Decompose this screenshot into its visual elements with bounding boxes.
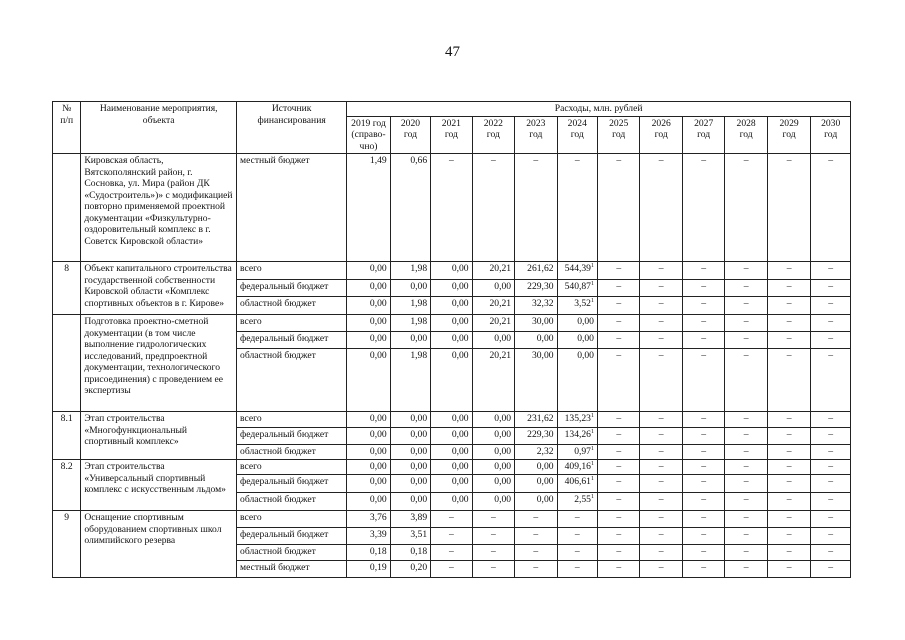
amount-cell: 0,00 — [431, 332, 472, 349]
amount-cell: 0,66 — [390, 154, 430, 262]
amount-cell: – — [597, 428, 639, 445]
amount-cell: – — [811, 460, 851, 475]
header-year: 2019 год (справо- чно) — [347, 116, 390, 154]
amount-cell: – — [640, 460, 682, 475]
amount-cell: – — [725, 511, 767, 528]
header-year: 2021 год — [431, 116, 472, 154]
amount-cell: – — [682, 332, 724, 349]
amount-value: 3,52 — [574, 298, 591, 309]
row-number — [53, 154, 81, 262]
row-number: 8.2 — [53, 460, 81, 511]
amount-cell: – — [682, 511, 724, 528]
row-number — [53, 315, 81, 412]
amount-cell: – — [682, 262, 724, 280]
amount-cell — [557, 315, 597, 332]
amount-cell: – — [640, 445, 682, 460]
amount-cell — [557, 475, 597, 493]
amount-cell: 0,00 — [347, 280, 390, 297]
amount-cell: – — [767, 315, 810, 332]
amount-cell: 0,00 — [472, 412, 514, 428]
amount-cell: – — [515, 511, 557, 528]
amount-cell: – — [811, 349, 851, 412]
amount-cell: – — [725, 315, 767, 332]
amount-cell: 231,62 — [515, 412, 557, 428]
amount-cell: – — [682, 297, 724, 315]
funding-source: областной бюджет — [237, 545, 347, 561]
amount-cell: – — [767, 460, 810, 475]
amount-cell: 3,51 — [390, 528, 430, 545]
amount-cell: – — [472, 154, 514, 262]
amount-cell: – — [725, 460, 767, 475]
amount-cell: 0,00 — [431, 445, 472, 460]
amount-cell: 1,49 — [347, 154, 390, 262]
header-year: 2022 год — [472, 116, 514, 154]
amount-cell: 1,98 — [390, 297, 430, 315]
amount-cell — [557, 280, 597, 297]
amount-value: – — [574, 546, 580, 557]
amount-cell: – — [811, 332, 851, 349]
amount-cell: – — [767, 528, 810, 545]
amount-cell: – — [682, 493, 724, 511]
amount-cell: 20,21 — [472, 297, 514, 315]
amount-cell: – — [725, 475, 767, 493]
amount-cell: – — [472, 561, 514, 578]
amount-value: – — [574, 512, 580, 523]
amount-cell: 1,98 — [390, 349, 430, 412]
amount-cell: – — [767, 262, 810, 280]
amount-cell: – — [725, 545, 767, 561]
amount-value: 406,61 — [564, 476, 591, 487]
amount-cell: 0,00 — [347, 332, 390, 349]
footnote-mark: 1 — [590, 262, 594, 269]
amount-cell: – — [811, 412, 851, 428]
header-year: 2027 год — [682, 116, 724, 154]
amount-cell: 0,00 — [431, 315, 472, 332]
amount-cell: – — [682, 561, 724, 578]
amount-cell — [557, 154, 597, 262]
amount-value: – — [574, 529, 580, 540]
amount-cell: – — [640, 262, 682, 280]
event-name: Этап строительства «Универсальный спортивный комплекс с искусственным льдом» — [81, 460, 237, 511]
amount-cell: – — [725, 528, 767, 545]
amount-cell: – — [515, 154, 557, 262]
footnote-mark: 1 — [590, 428, 594, 435]
funding-source: всего — [237, 315, 347, 332]
footnote-mark: 1 — [590, 280, 594, 287]
amount-cell: – — [640, 561, 682, 578]
amount-cell: – — [640, 528, 682, 545]
header-source: Источник финансирования — [237, 102, 347, 154]
amount-cell: – — [431, 528, 472, 545]
amount-cell: – — [682, 428, 724, 445]
amount-cell: – — [811, 545, 851, 561]
budget-table — [52, 101, 851, 578]
amount-cell: – — [682, 280, 724, 297]
table-row — [53, 315, 851, 332]
amount-cell: – — [640, 332, 682, 349]
amount-cell: 0,00 — [390, 475, 430, 493]
header-year: 2025 год — [597, 116, 639, 154]
amount-cell: – — [431, 561, 472, 578]
amount-cell: – — [640, 154, 682, 262]
amount-cell: – — [431, 511, 472, 528]
amount-cell: – — [682, 460, 724, 475]
amount-cell: 3,89 — [390, 511, 430, 528]
event-name: Кировская область, Вятскополянский район, г. Сосновка, ул. Мира (район ДК «Судостроитель»)» с модификацией повторно применяемой проектной документации «Физкультурно-оздоровительный комплекс в г. Советск Кировской области» — [81, 154, 237, 262]
amount-cell: – — [682, 545, 724, 561]
amount-cell: – — [597, 349, 639, 412]
amount-cell: 3,39 — [347, 528, 390, 545]
amount-cell: – — [767, 545, 810, 561]
table-row — [53, 511, 851, 528]
amount-cell: – — [597, 545, 639, 561]
amount-cell: 261,62 — [515, 262, 557, 280]
amount-cell: – — [640, 545, 682, 561]
amount-cell: – — [811, 511, 851, 528]
amount-cell: 0,00 — [431, 428, 472, 445]
amount-value: – — [574, 155, 580, 166]
amount-cell: – — [640, 511, 682, 528]
amount-cell: 0,00 — [431, 349, 472, 412]
amount-value: 0,00 — [577, 316, 594, 327]
header-expenses: Расходы, млн. рублей — [347, 102, 851, 117]
amount-cell: 0,00 — [472, 332, 514, 349]
amount-cell: 30,00 — [515, 315, 557, 332]
amount-cell: 30,00 — [515, 349, 557, 412]
amount-cell: – — [811, 475, 851, 493]
amount-cell: 0,00 — [390, 280, 430, 297]
amount-cell: – — [682, 475, 724, 493]
amount-cell: 0,20 — [390, 561, 430, 578]
amount-cell: – — [725, 493, 767, 511]
amount-cell: 20,21 — [472, 262, 514, 280]
amount-cell: – — [640, 428, 682, 445]
table-row — [53, 154, 851, 262]
amount-cell — [557, 349, 597, 412]
amount-cell: 0,00 — [347, 349, 390, 412]
amount-cell: – — [767, 349, 810, 412]
amount-cell — [557, 332, 597, 349]
amount-value: 409,16 — [564, 461, 591, 472]
amount-cell: – — [597, 297, 639, 315]
footnote-mark: 1 — [590, 412, 594, 419]
amount-value: 540,87 — [564, 281, 591, 292]
amount-cell: – — [597, 475, 639, 493]
amount-cell: – — [472, 511, 514, 528]
table-row — [53, 460, 851, 475]
row-number: 9 — [53, 511, 81, 578]
amount-cell — [557, 561, 597, 578]
amount-cell: 0,00 — [515, 332, 557, 349]
funding-source: федеральный бюджет — [237, 475, 347, 493]
funding-source: областной бюджет — [237, 349, 347, 412]
amount-value: 0,00 — [577, 350, 594, 361]
amount-cell: 0,00 — [431, 475, 472, 493]
footnote-mark: 1 — [590, 493, 594, 500]
amount-cell — [557, 528, 597, 545]
amount-cell: 0,00 — [347, 445, 390, 460]
amount-cell: 0,00 — [347, 428, 390, 445]
funding-source: федеральный бюджет — [237, 332, 347, 349]
amount-cell: 20,21 — [472, 315, 514, 332]
amount-value: – — [574, 562, 580, 573]
amount-cell: 229,30 — [515, 428, 557, 445]
amount-cell: – — [597, 280, 639, 297]
table-row — [53, 412, 851, 428]
amount-cell: – — [811, 154, 851, 262]
footnote-mark: 1 — [590, 460, 594, 467]
amount-cell — [557, 445, 597, 460]
amount-cell: – — [682, 412, 724, 428]
amount-cell: – — [472, 545, 514, 561]
amount-cell: – — [597, 460, 639, 475]
amount-cell: – — [725, 280, 767, 297]
amount-cell: 0,00 — [347, 475, 390, 493]
amount-cell: – — [640, 349, 682, 412]
amount-cell: 0,00 — [347, 412, 390, 428]
amount-cell: 0,00 — [431, 280, 472, 297]
amount-cell — [557, 545, 597, 561]
amount-cell: – — [811, 528, 851, 545]
amount-cell: 3,76 — [347, 511, 390, 528]
amount-cell: 0,00 — [431, 297, 472, 315]
event-name: Подготовка проектно-сметной документации (в том числе выполнение гидрологических исследований, предпроектной документации, технологического присоединения) с проведением ее экспертизы — [81, 315, 237, 412]
amount-cell: – — [725, 561, 767, 578]
amount-cell: 0,00 — [472, 428, 514, 445]
header-year: 2028 год — [725, 116, 767, 154]
amount-cell: – — [640, 493, 682, 511]
table-row — [53, 262, 851, 280]
funding-source: областной бюджет — [237, 297, 347, 315]
amount-cell: 0,00 — [347, 315, 390, 332]
amount-cell: – — [597, 315, 639, 332]
amount-cell: – — [725, 445, 767, 460]
amount-cell: 0,00 — [472, 475, 514, 493]
amount-cell: – — [725, 262, 767, 280]
amount-cell: – — [682, 528, 724, 545]
amount-cell: – — [597, 561, 639, 578]
header-year: 2023 год — [515, 116, 557, 154]
amount-cell: 0,00 — [347, 493, 390, 511]
footnote-mark: 1 — [590, 445, 594, 452]
amount-cell: – — [725, 412, 767, 428]
amount-cell: – — [515, 528, 557, 545]
amount-cell: – — [597, 332, 639, 349]
amount-cell: – — [767, 332, 810, 349]
page-number: 47 — [445, 44, 460, 60]
amount-cell: 0,00 — [390, 412, 430, 428]
amount-cell: 0,00 — [390, 332, 430, 349]
amount-cell: – — [431, 154, 472, 262]
amount-cell: 0,00 — [431, 493, 472, 511]
amount-cell: – — [767, 493, 810, 511]
amount-cell — [557, 262, 597, 280]
amount-cell: 0,00 — [431, 262, 472, 280]
amount-cell: – — [811, 315, 851, 332]
amount-cell — [557, 297, 597, 315]
amount-value: 0,97 — [574, 446, 591, 457]
row-number: 8.1 — [53, 412, 81, 460]
amount-cell: – — [472, 528, 514, 545]
amount-cell: – — [431, 545, 472, 561]
amount-cell: 0,18 — [390, 545, 430, 561]
funding-source: всего — [237, 412, 347, 428]
amount-cell: 0,00 — [472, 445, 514, 460]
amount-cell: – — [640, 412, 682, 428]
amount-cell: 32,32 — [515, 297, 557, 315]
amount-cell: 20,21 — [472, 349, 514, 412]
amount-cell: – — [811, 493, 851, 511]
header-year: 2029 год — [767, 116, 810, 154]
header-year: 2026 год — [640, 116, 682, 154]
amount-value: 0,00 — [577, 333, 594, 344]
amount-cell: – — [767, 280, 810, 297]
amount-cell: 2,32 — [515, 445, 557, 460]
amount-cell: 0,00 — [472, 493, 514, 511]
amount-cell: – — [597, 445, 639, 460]
funding-source: областной бюджет — [237, 445, 347, 460]
amount-cell: – — [811, 445, 851, 460]
amount-cell: – — [811, 297, 851, 315]
row-number: 8 — [53, 262, 81, 315]
event-name: Оснащение спортивным оборудованием спортивных школ олимпийского резерва — [81, 511, 237, 578]
funding-source: областной бюджет — [237, 493, 347, 511]
amount-cell: – — [811, 280, 851, 297]
amount-cell: – — [725, 154, 767, 262]
funding-source: местный бюджет — [237, 154, 347, 262]
amount-cell: 0,00 — [515, 493, 557, 511]
amount-value: 2,55 — [574, 494, 591, 505]
funding-source: местный бюджет — [237, 561, 347, 578]
amount-cell: – — [767, 445, 810, 460]
amount-cell: – — [811, 262, 851, 280]
amount-cell: 0,18 — [347, 545, 390, 561]
amount-cell: – — [811, 561, 851, 578]
amount-cell: – — [767, 475, 810, 493]
amount-cell — [557, 460, 597, 475]
amount-cell: 0,00 — [515, 475, 557, 493]
funding-source: федеральный бюджет — [237, 428, 347, 445]
amount-cell: – — [767, 561, 810, 578]
funding-source: всего — [237, 460, 347, 475]
event-name: Объект капитального строительства государственной собственности Кировской области «Комплекс спортивных объектов в г. Кирове» — [81, 262, 237, 315]
header-year: 2024 год — [557, 116, 597, 154]
amount-cell: 1,98 — [390, 315, 430, 332]
header-year: 2020 год — [390, 116, 430, 154]
amount-cell: – — [515, 545, 557, 561]
amount-cell: – — [811, 428, 851, 445]
amount-cell: 0,00 — [390, 493, 430, 511]
amount-cell — [557, 511, 597, 528]
amount-cell: – — [682, 154, 724, 262]
amount-cell: – — [725, 297, 767, 315]
amount-cell — [557, 412, 597, 428]
amount-cell: – — [682, 315, 724, 332]
amount-cell: – — [597, 262, 639, 280]
amount-cell: 0,00 — [515, 460, 557, 475]
amount-cell: – — [767, 154, 810, 262]
amount-cell: 229,30 — [515, 280, 557, 297]
amount-cell: 0,00 — [431, 460, 472, 475]
table-body — [53, 154, 851, 578]
amount-cell: 0,00 — [347, 297, 390, 315]
amount-cell: – — [767, 511, 810, 528]
amount-cell: 0,19 — [347, 561, 390, 578]
amount-cell: 0,00 — [390, 445, 430, 460]
amount-cell: 0,00 — [431, 412, 472, 428]
amount-cell: – — [640, 280, 682, 297]
amount-cell: – — [725, 332, 767, 349]
header-num: № п/п — [53, 102, 81, 154]
amount-value: 134,26 — [564, 429, 591, 440]
header-year: 2030 год — [811, 116, 851, 154]
amount-cell: – — [640, 315, 682, 332]
amount-cell: 0,00 — [347, 262, 390, 280]
amount-cell: – — [597, 412, 639, 428]
funding-source: федеральный бюджет — [237, 280, 347, 297]
amount-cell: – — [767, 297, 810, 315]
amount-cell: – — [682, 445, 724, 460]
header-name: Наименование мероприятия, объекта — [81, 102, 237, 154]
amount-cell: 1,98 — [390, 262, 430, 280]
amount-cell: – — [597, 493, 639, 511]
amount-cell: – — [515, 561, 557, 578]
amount-cell: 0,00 — [347, 460, 390, 475]
funding-source: всего — [237, 262, 347, 280]
amount-cell — [557, 493, 597, 511]
amount-cell: – — [597, 154, 639, 262]
event-name: Этап строительства «Многофункциональный спортивный комплекс» — [81, 412, 237, 460]
funding-source: всего — [237, 511, 347, 528]
amount-cell: – — [640, 297, 682, 315]
funding-source: федеральный бюджет — [237, 528, 347, 545]
amount-cell: – — [597, 511, 639, 528]
footnote-mark: 1 — [590, 475, 594, 482]
amount-cell: 0,00 — [472, 460, 514, 475]
amount-cell: – — [725, 349, 767, 412]
amount-value: 544,39 — [564, 263, 591, 274]
amount-cell: 0,00 — [390, 460, 430, 475]
amount-cell — [557, 428, 597, 445]
amount-cell: 0,00 — [472, 280, 514, 297]
amount-cell: – — [682, 349, 724, 412]
amount-cell: – — [767, 412, 810, 428]
amount-cell: 0,00 — [390, 428, 430, 445]
amount-cell: – — [725, 428, 767, 445]
amount-cell: – — [767, 428, 810, 445]
amount-cell: – — [597, 528, 639, 545]
amount-value: 135,23 — [564, 413, 591, 424]
amount-cell: – — [640, 475, 682, 493]
footnote-mark: 1 — [590, 297, 594, 304]
